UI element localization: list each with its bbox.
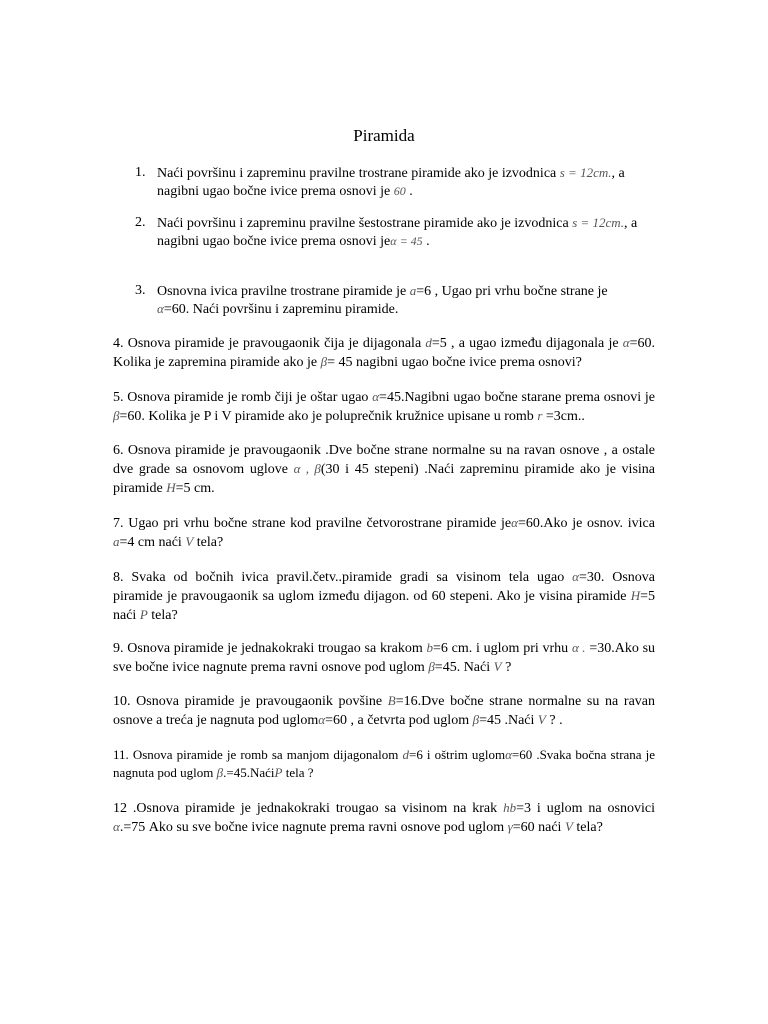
math-B: B [387, 693, 396, 708]
item-1-line-1: Naći površinu i zapreminu pravilne trostrane piramide ako je izvodnica s = 12cm., a [157, 165, 625, 181]
problem-8: 8. Svaka od bočnih ivica pravil.četv..piramide gradi sa visinom tela ugao α=30. Osnova piramide je pravougaonik sa uglom između dijagon. od 60 stepeni. Ako je visina piramide H=5 naći P tela? [113, 569, 656, 623]
math-V: V [493, 659, 502, 674]
math-alpha: α [572, 569, 579, 584]
item-3-number: 3. [135, 283, 146, 298]
math-alpha: α [318, 712, 326, 727]
math-V: V [564, 819, 573, 834]
problem-10: 10. Osnova piramide je pravougaonik povšine B=16.Dve bočne strane normalne su na ravan osnove a treća je nagnuta pod uglomα=60 , a četvrta pod uglom β=45 .Naći V ? . [113, 693, 656, 728]
math-H: H [166, 480, 176, 495]
math-s-12cm: s = 12cm. [572, 215, 624, 230]
math-d: d [425, 335, 432, 350]
item-2-line-1: Naći površinu i zapreminu pravilne šestostrane piramide ako je izvodnica s = 12cm., a [157, 215, 638, 231]
math-r: r [537, 408, 543, 423]
math-alpha-45: α = 45 [390, 234, 423, 248]
math-alpha: α [505, 747, 512, 762]
problem-7: 7. Ugao pri vrhu bočne strane kod pravilne četvorostrane piramide jeα=60.Ako je osnov. ivica a=4 cm naći V tela? [113, 515, 655, 550]
math-beta: β [472, 712, 480, 727]
math-H: H [630, 588, 641, 603]
math-P: P [274, 765, 283, 780]
math-60: 60 [393, 184, 406, 198]
math-beta: β [216, 765, 224, 780]
math-a: a [113, 534, 120, 549]
problem-9: 9. Osnova piramide je jednakokraki trougao sa krakom b=6 cm. i uglom pri vrhu α . =30.Ako su sve bočne ivice nagnute prema ravni osnove pod uglom β=45. Naći V ? [113, 640, 656, 675]
math-alpha: α [372, 389, 380, 404]
math-a: a [409, 283, 417, 298]
problem-4: 4. Osnova piramide je pravougaonik čija je dijagonala d=5 , a ugao između dijagonala je α=60. Kolika je zapremina piramide ako je β= 45 nagibni ugao bočne ivice prema osnovi? [113, 335, 656, 370]
math-alpha: α [157, 301, 164, 316]
math-beta: β [428, 659, 435, 674]
math-b: b [426, 640, 433, 655]
math-P: P [139, 607, 148, 622]
item-1-line-2: nagibni ugao bočne ivice prema osnovi je 60 . [157, 184, 413, 199]
problem-6: 6. Osnova piramide je pravougaonik .Dve bočne strane normalne su na ravan osnove , a ostale dve grade sa osnovom uglove α , β(30 i 45 stepeni) .Naći zapreminu piramide ako je visina piramide H=5 cm. [113, 443, 655, 496]
problem-12: 12 .Osnova piramide je jednakokraki trougao sa visinom na krak hb=3 i uglom na osnovici α.=75 Ako su sve bočne ivice nagnute prema ravni osnove pod uglom γ=60 naći V tela? [113, 800, 655, 835]
page-title: Piramida [353, 126, 415, 145]
item-2-number: 2. [135, 215, 146, 230]
item-3-line-2: α=60. Naći površinu i zapreminu piramide. [157, 301, 399, 317]
math-gamma: γ [507, 819, 513, 834]
math-beta: β [113, 408, 120, 423]
problem-5: 5. Osnova piramide je romb čiji je oštar ugao α=45.Nagibni ugao bočne starane prema osnovi je β=60. Kolika je P i V piramide ako je poluprečnik kružnice upisane u romb r =3cm.. [113, 389, 655, 424]
item-1-number: 1. [135, 165, 146, 180]
math-alpha-beta: α , β [293, 461, 321, 476]
math-V: V [185, 534, 194, 549]
item-3-line-1: Osnovna ivica pravilne trostrane piramide je a=6 , Ugao pri vrhu bočne strane je [157, 283, 608, 299]
math-V: V [537, 712, 546, 727]
math-alpha: α [511, 515, 518, 530]
math-beta: β [320, 354, 328, 369]
math-alpha: α [113, 819, 120, 834]
math-hb: hb [503, 800, 517, 815]
math-d: d [402, 747, 409, 762]
math-alpha: α . [571, 640, 586, 655]
math-s-12cm: s = 12cm. [559, 165, 612, 180]
item-2-line-2: nagibni ugao bočne ivice prema osnovi jeα = 45 . [157, 234, 430, 249]
math-alpha: α [622, 335, 630, 350]
problem-11: 11. Osnova piramide je romb sa manjom dijagonalom d=6 i oštrim uglomα=60 .Svaka bočna strana je nagnuta pod uglom β.=45.NaćiP tela ? [113, 747, 656, 780]
